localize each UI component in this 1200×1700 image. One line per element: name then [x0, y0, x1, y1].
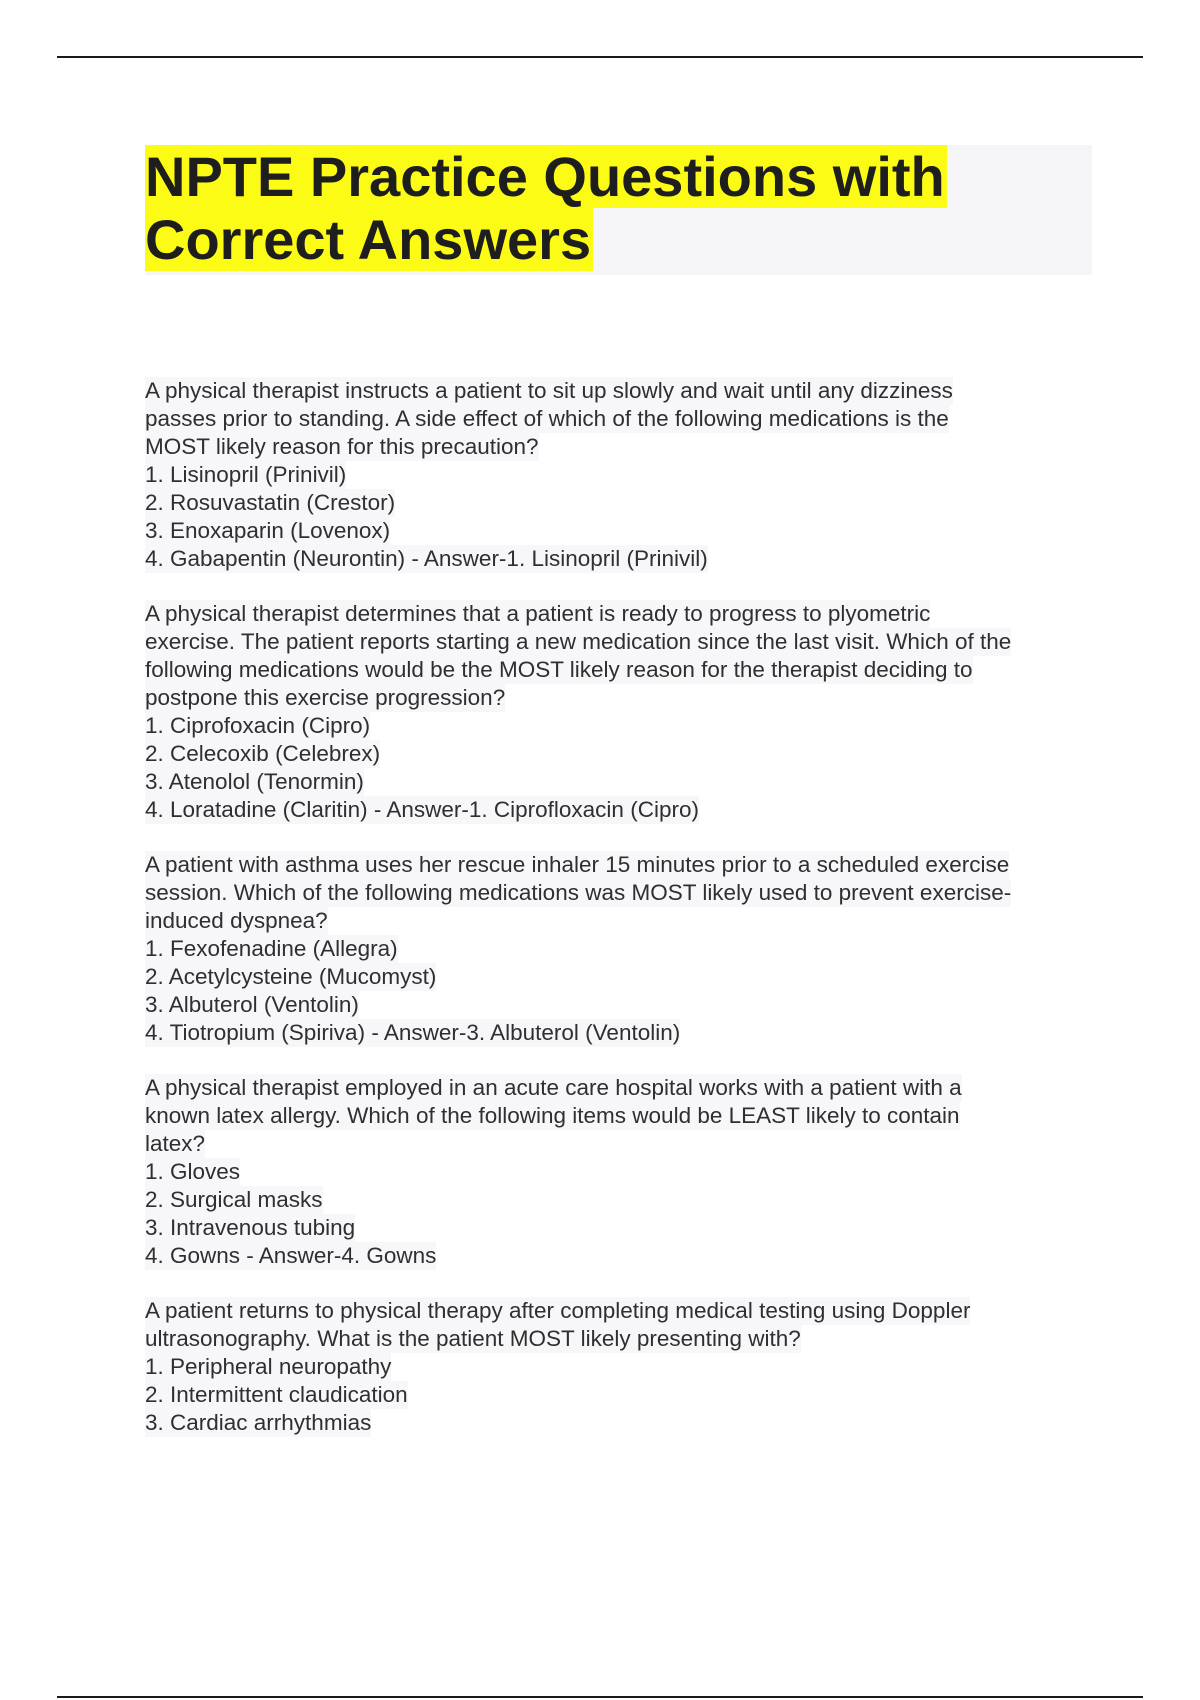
question-text-line: ultrasonography. What is the patient MOST likely presenting with?: [145, 1326, 801, 1351]
question-text-line: induced dyspnea?: [145, 908, 328, 933]
answer-option: 2. Surgical masks: [145, 1187, 323, 1212]
question-text-line: MOST likely reason for this precaution?: [145, 434, 539, 459]
page-title-line-1: NPTE Practice Questions with: [145, 145, 945, 208]
question-text-line: following medications would be the MOST likely reason for the therapist deciding to: [145, 657, 973, 682]
question-text-line: passes prior to standing. A side effect of which of the following medications is the: [145, 406, 949, 431]
answer-option: 1. Peripheral neuropathy: [145, 1354, 392, 1379]
answer-option-with-answer: 4. Tiotropium (Spiriva) - Answer-3. Albuterol (Ventolin): [145, 1020, 681, 1045]
answer-option-with-answer: 4. Loratadine (Claritin) - Answer-1. Ciprofloxacin (Cipro): [145, 797, 699, 822]
answer-option: 2. Acetylcysteine (Mucomyst): [145, 964, 437, 989]
question-text-line: exercise. The patient reports starting a new medication since the last visit. Which of the: [145, 629, 1012, 654]
question-text-line: A patient with asthma uses her rescue inhaler 15 minutes prior to a scheduled exercise: [145, 852, 1010, 877]
title-block: [145, 145, 1092, 275]
answer-option: 3. Enoxaparin (Lovenox): [145, 518, 391, 543]
answer-option: 1. Gloves: [145, 1159, 241, 1184]
answer-option: 2. Rosuvastatin (Crestor): [145, 490, 396, 515]
question-text-line: A patient returns to physical therapy after completing medical testing using Doppler: [145, 1298, 971, 1323]
question-3: [145, 851, 1085, 1047]
answer-option: 3. Albuterol (Ventolin): [145, 992, 359, 1017]
answer-option: 3. Intravenous tubing: [145, 1215, 356, 1240]
question-text-line: known latex allergy. Which of the following items would be LEAST likely to contain: [145, 1103, 960, 1128]
question-text-line: session. Which of the following medications was MOST likely used to prevent exercise-: [145, 880, 1012, 905]
page-title-line-2: Correct Answers: [145, 208, 592, 271]
question-2: [145, 600, 1085, 824]
header-rule: [57, 56, 1143, 58]
question-text-line: latex?: [145, 1131, 206, 1156]
question-text-line: postpone this exercise progression?: [145, 685, 506, 710]
question-4: [145, 1074, 1085, 1270]
answer-option: 2. Intermittent claudication: [145, 1382, 408, 1407]
answer-option-with-answer: 4. Gowns - Answer-4. Gowns: [145, 1243, 437, 1268]
question-1: [145, 377, 1085, 573]
answer-option-with-answer: 4. Gabapentin (Neurontin) - Answer-1. Lisinopril (Prinivil): [145, 546, 708, 571]
question-5: [145, 1297, 1085, 1437]
question-text-line: A physical therapist employed in an acute care hospital works with a patient with a: [145, 1075, 962, 1100]
answer-option: 3. Cardiac arrhythmias: [145, 1410, 372, 1435]
footer-rule: [57, 1696, 1143, 1698]
answer-option: 3. Atenolol (Tenormin): [145, 769, 364, 794]
question-text-line: A physical therapist determines that a patient is ready to progress to plyometric: [145, 601, 931, 626]
answer-option: 1. Lisinopril (Prinivil): [145, 462, 347, 487]
answer-option: 1. Fexofenadine (Allegra): [145, 936, 398, 961]
answer-option: 2. Celecoxib (Celebrex): [145, 741, 381, 766]
question-text-line: A physical therapist instructs a patient to sit up slowly and wait until any dizziness: [145, 378, 953, 403]
answer-option: 1. Ciprofoxacin (Cipro): [145, 713, 371, 738]
questions-list: [145, 377, 1085, 1464]
